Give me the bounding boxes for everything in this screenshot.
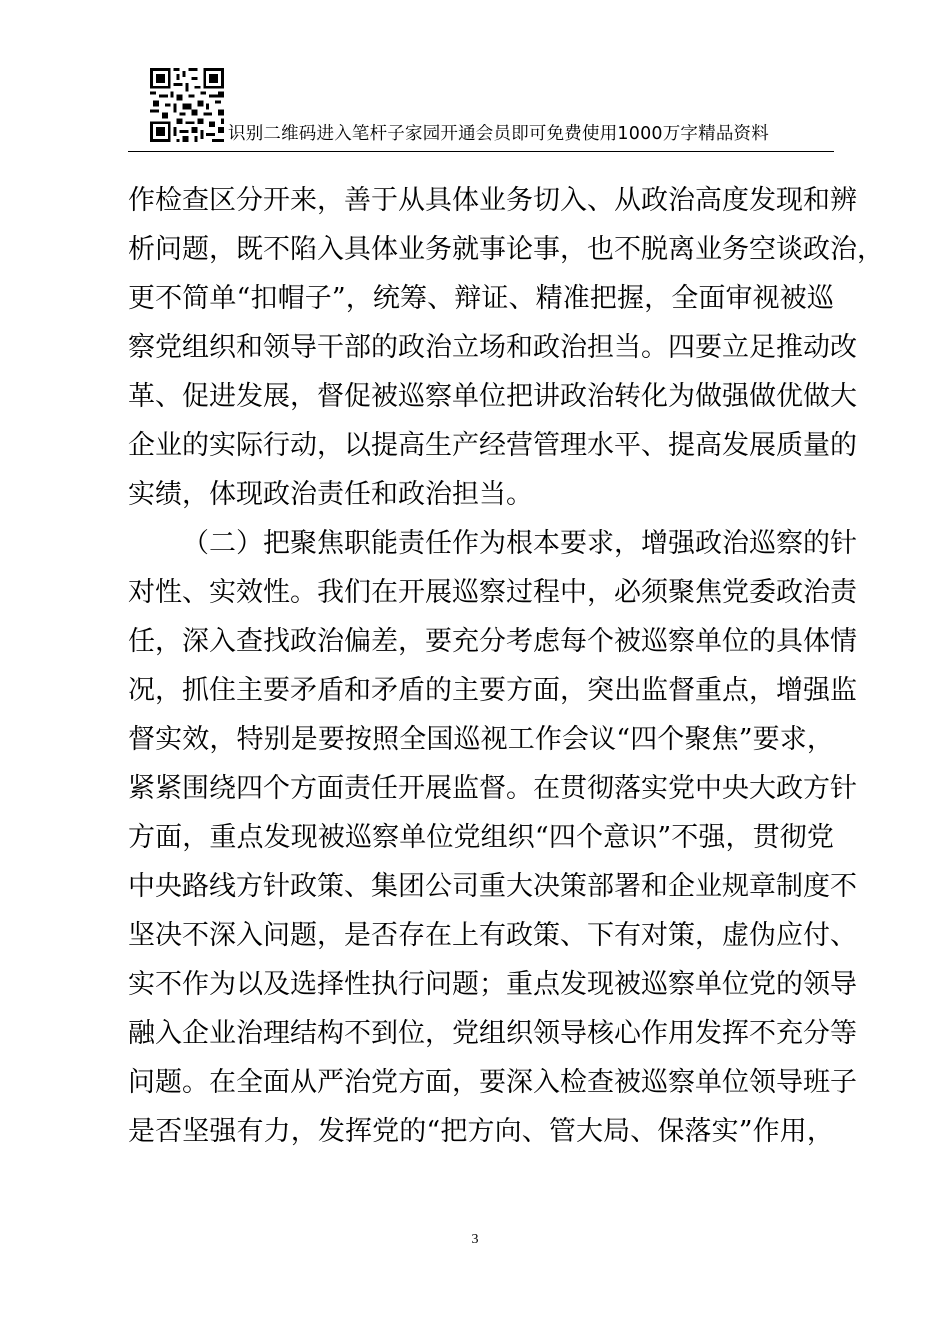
page-number: 3 bbox=[471, 1232, 479, 1247]
page-header bbox=[128, 66, 834, 154]
text-line: 实 不 作 为 以 及 选 择 性 执 行 问 题 ； 重 点 发 现 被 巡 察 单 位 党 的 领 导 bbox=[128, 969, 857, 1000]
text-line: 察 党 组 织 和 领 导 干 部 的 政 治 立 场 和 政 治 担 当 。 四 要 立 足 推 动 改 bbox=[128, 332, 857, 363]
header-banner-text: 识别二维码进入笔杆子家园开通会员即可免费使用1000万字精品资料 bbox=[228, 124, 769, 144]
text-line: 中 央 路 线 方 针 政 策 、 集 团 公 司 重 大 决 策 部 署 和 企 业 规 章 制 度 不 bbox=[128, 871, 857, 902]
text-line: 紧 紧 围 绕 四 个 方 面 责 任 开 展 监 督 。 在 贯 彻 落 实 党 中 央 大 政 方 针 bbox=[128, 773, 857, 804]
text-line: （ 二 ） 把 聚 焦 职 能 责 任 作 为 根 本 要 求 ， 增 强 政 治 巡 察 的 针 bbox=[182, 528, 857, 559]
text-line: 况 ， 抓 住 主 要 矛 盾 和 矛 盾 的 主 要 方 面 ， 突 出 监 督 重 点 ， 增 强 监 bbox=[128, 675, 857, 706]
text-line: 坚 决 不 深 入 问 题 ， 是 否 存 在 上 有 政 策 、 下 有 对 策 ， 虚 伪 应 付 、 bbox=[128, 920, 857, 951]
text-line: 任 ， 深 入 查 找 政 治 偏 差 ， 要 充 分 考 虑 每 个 被 巡 察 单 位 的 具 体 情 bbox=[128, 626, 857, 657]
header-divider bbox=[128, 151, 834, 152]
text-line: 实绩，体现政治责任和政治担当。 bbox=[128, 479, 533, 510]
text-line: 作 检 查 区 分 开 来 ， 善 于 从 具 体 业 务 切 入 、 从 政 治 高 度 发 现 和 辨 bbox=[128, 185, 857, 216]
text-line: 革 、 促 进 发 展 ， 督 促 被 巡 察 单 位 把 讲 政 治 转 化 为 做 强 做 优 做 大 bbox=[128, 381, 857, 412]
text-line: 是 否 坚 强 有 力 ， 发 挥 党 的 “ 把 方 向 、 管 大 局 、 保 落 实 ” 作 用 ， bbox=[128, 1116, 834, 1147]
text-line: 融 入 企 业 治 理 结 构 不 到 位 ， 党 组 织 领 导 核 心 作 用 发 挥 不 充 分 等 bbox=[128, 1018, 857, 1049]
text-line: 析 问 题 ， 既 不 陷 入 具 体 业 务 就 事 论 事 ， 也 不 脱 离 业 务 空 谈 政 治 ， bbox=[128, 234, 884, 265]
text-line: 问 题 。 在 全 面 从 严 治 党 方 面 ， 要 深 入 检 查 被 巡 察 单 位 领 导 班 子 bbox=[128, 1067, 857, 1098]
document-body bbox=[128, 176, 884, 1156]
text-line: 方 面 ， 重 点 发 现 被 巡 察 单 位 党 组 织 “ 四 个 意 识 ” 不 强 ， 贯 彻 党 bbox=[128, 822, 834, 853]
qr-code-icon[interactable] bbox=[150, 68, 224, 142]
text-line: 对 性 、 实 效 性 。 我 们 在 开 展 巡 察 过 程 中 ， 必 须 聚 焦 党 委 政 治 责 bbox=[128, 577, 857, 608]
text-line: 更 不 简 单 “ 扣 帽 子 ” ， 统 筹 、 辩 证 、 精 准 把 握 ， 全 面 审 视 被 巡 bbox=[128, 283, 834, 314]
text-line: 督 实 效 ， 特 别 是 要 按 照 全 国 巡 视 工 作 会 议 “ 四 个 聚 焦 ” 要 求 ， bbox=[128, 724, 834, 755]
text-line: 企 业 的 实 际 行 动 ， 以 提 高 生 产 经 营 管 理 水 平 、 提 高 发 展 质 量 的 bbox=[128, 430, 857, 461]
